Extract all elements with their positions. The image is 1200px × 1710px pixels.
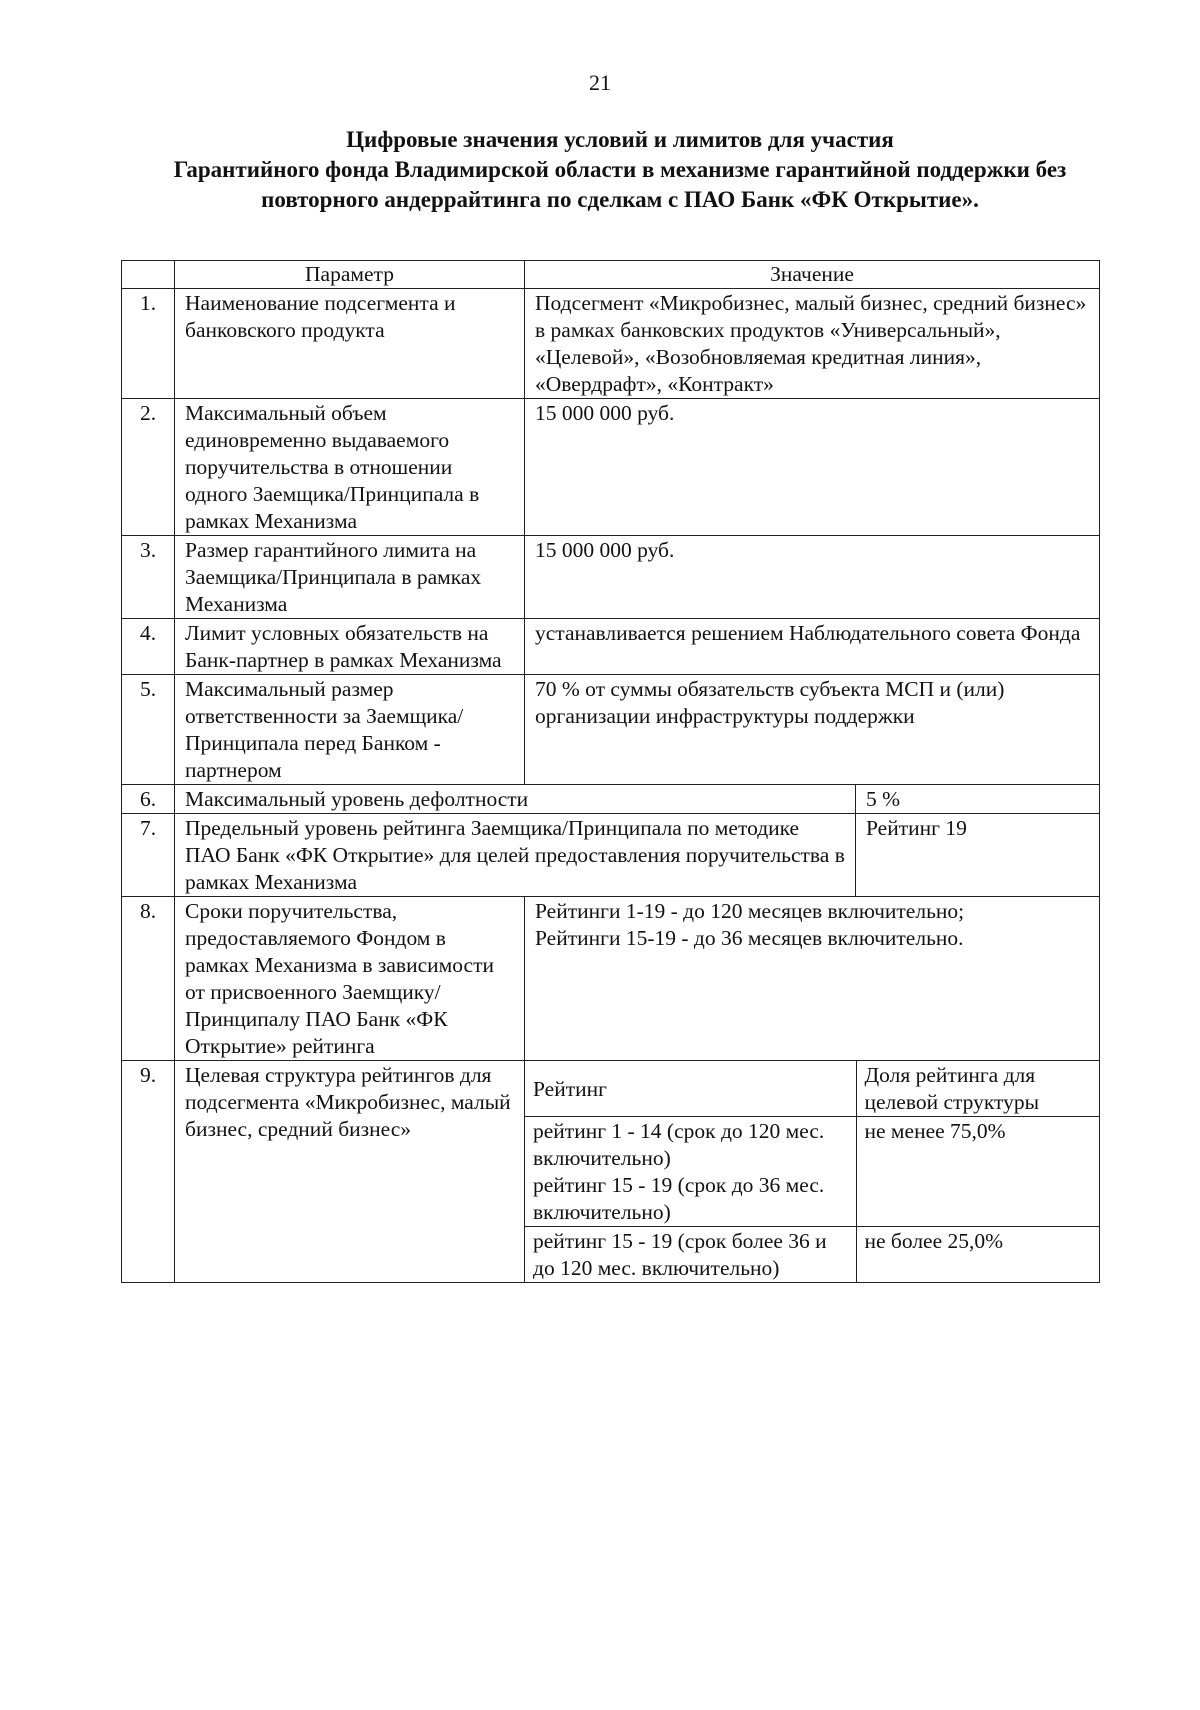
header-param: Параметр [175,261,525,289]
row-value: 15 000 000 руб. [525,536,1100,619]
sub-header-share: Доля рейтинга для целевой структуры [856,1061,1100,1117]
parameters-table [121,260,1100,1283]
row-param: Максимальный размер ответственности за Заемщика/Принципала перед Банком - партнером [175,675,525,785]
table-row [122,785,1100,814]
row-param: Максимальный объем единовременно выдаваемого поручительства в отношении одного Заемщика/Принципала в рамках Механизма [175,399,525,536]
row-param: Максимальный уровень дефолтности [175,785,856,814]
table-row [122,675,1100,785]
row-number: 2. [122,399,175,536]
sub-row [525,1227,1100,1283]
title-line-2: Гарантийного фонда Владимирской области в механизме гарантийной поддержки без [173,157,1067,182]
sub-rating [525,1117,856,1227]
table-row [122,619,1100,675]
row-value [525,897,1100,1061]
row-param: Лимит условных обязательств на Банк-партнер в рамках Механизма [175,619,525,675]
row-number: 6. [122,785,175,814]
sub-row [525,1117,1100,1227]
row-number: 3. [122,536,175,619]
sub-share: не более 25,0% [856,1227,1100,1283]
row-value: Рейтинг 19 [856,814,1100,897]
sub-share: не менее 75,0% [856,1117,1100,1227]
table-row [122,399,1100,536]
row-param: Размер гарантийного лимита на Заемщика/Принципала в рамках Механизма [175,536,525,619]
row-number: 4. [122,619,175,675]
row-param: Наименование подсегмента и банковского продукта [175,289,525,399]
row-param: Сроки поручительства, предоставляемого Фондом в рамках Механизма в зависимости от присвоенного Заемщику/Принципалу ПАО Банк «ФК Открытие» рейтинга [175,897,525,1061]
row-number: 9. [122,1061,175,1283]
rating-structure-table [525,1061,1100,1282]
header-number-cell [122,261,175,289]
row-value: Подсегмент «Микробизнес, малый бизнес, средний бизнес» в рамках банковских продуктов «Универсальный», «Целевой», «Возобновляемая кредитная линия», «Овердрафт», «Контракт» [525,289,1100,399]
title-line-1: Цифровые значения условий и лимитов для участия [346,127,894,152]
row-number: 5. [122,675,175,785]
row-value: устанавливается решением Наблюдательного совета Фонда [525,619,1100,675]
row-value: 70 % от суммы обязательств субъекта МСП и (или) организации инфраструктуры поддержки [525,675,1100,785]
row-param: Целевая структура рейтингов для подсегмента «Микробизнес, малый бизнес, средний бизнес» [175,1061,525,1283]
rating-line: рейтинг 1 - 14 (срок до 120 мес. включительно) [533,1119,825,1170]
row-value: 5 % [856,785,1100,814]
table-row [122,536,1100,619]
row-value: 15 000 000 руб. [525,399,1100,536]
value-line: Рейтинги 15-19 - до 36 месяцев включительно. [535,926,964,950]
table-row [122,814,1100,897]
row-number: 8. [122,897,175,1061]
page-number: 21 [589,70,611,95]
sub-header-rating: Рейтинг [525,1061,856,1117]
rating-structure-cell [525,1061,1100,1283]
row-param: Предельный уровень рейтинга Заемщика/Принципала по методике ПАО Банк «ФК Открытие» для целей предоставления поручительства в рамках Механизма [175,814,856,897]
row-number: 7. [122,814,175,897]
header-value: Значение [525,261,1100,289]
table-header-row [122,261,1100,289]
table-row [122,1061,1100,1283]
value-line: Рейтинги 1-19 - до 120 месяцев включительно; [535,899,965,923]
sub-rating: рейтинг 15 - 19 (срок более 36 и до 120 мес. включительно) [525,1227,856,1283]
document-title [140,125,1100,215]
table-row [122,897,1100,1061]
row-number: 1. [122,289,175,399]
table-row [122,289,1100,399]
title-line-3: повторного андеррайтинга по сделкам с ПАО Банк «ФК Открытие». [261,187,979,212]
sub-header-row [525,1061,1100,1117]
rating-line: рейтинг 15 - 19 (срок до 36 мес. включительно) [533,1173,825,1224]
